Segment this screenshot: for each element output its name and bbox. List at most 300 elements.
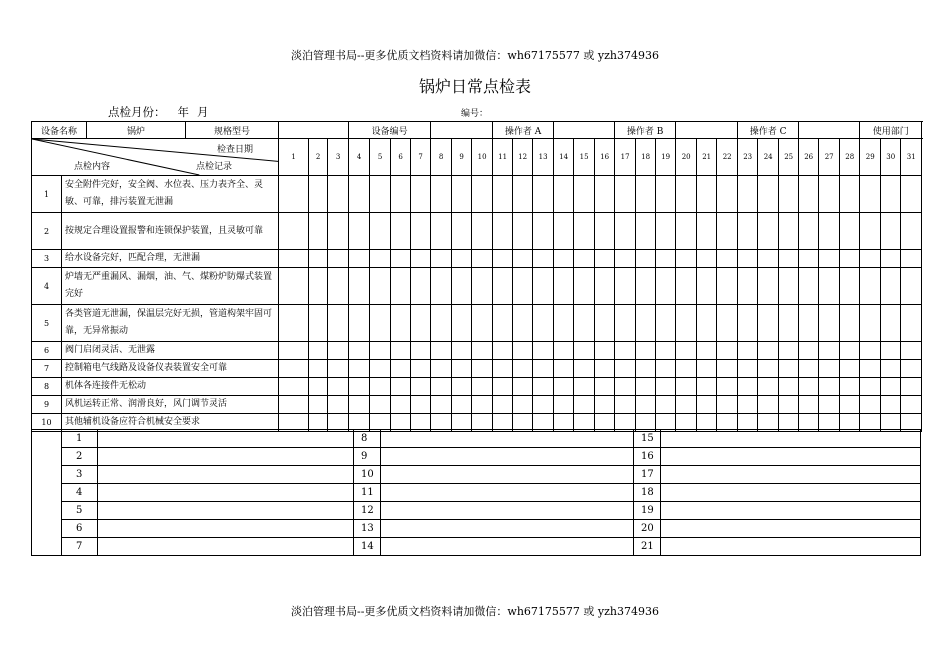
extra-entry-cell[interactable] (661, 502, 921, 520)
check-cell[interactable] (717, 268, 738, 305)
check-cell[interactable] (493, 396, 513, 414)
check-cell[interactable] (370, 360, 391, 378)
check-cell[interactable] (881, 305, 901, 342)
check-cell[interactable] (349, 176, 370, 213)
check-cell[interactable] (738, 176, 758, 213)
check-cell[interactable] (615, 396, 636, 414)
check-cell[interactable] (513, 396, 533, 414)
check-cell[interactable] (309, 213, 328, 250)
check-cell[interactable] (452, 213, 472, 250)
check-cell[interactable] (656, 342, 676, 360)
check-cell[interactable] (309, 305, 328, 342)
check-cell[interactable] (758, 176, 779, 213)
check-cell[interactable] (656, 305, 676, 342)
check-cell[interactable] (738, 378, 758, 396)
check-cell[interactable] (370, 378, 391, 396)
check-cell[interactable] (411, 342, 431, 360)
check-cell[interactable] (881, 396, 901, 414)
check-cell[interactable] (533, 360, 554, 378)
check-cell[interactable] (840, 342, 860, 360)
extra-entry-cell[interactable] (98, 538, 354, 556)
check-cell[interactable] (819, 176, 840, 213)
check-cell[interactable] (370, 268, 391, 305)
check-cell[interactable] (309, 268, 328, 305)
device-no-value[interactable] (431, 122, 493, 139)
check-cell[interactable] (279, 305, 309, 342)
check-cell[interactable] (819, 396, 840, 414)
check-cell[interactable] (860, 176, 881, 213)
check-cell[interactable] (411, 250, 431, 268)
check-cell[interactable] (860, 360, 881, 378)
check-cell[interactable] (328, 396, 349, 414)
extra-entry-cell[interactable] (381, 538, 634, 556)
check-cell[interactable] (717, 250, 738, 268)
check-cell[interactable] (595, 250, 615, 268)
check-cell[interactable] (860, 250, 881, 268)
check-cell[interactable] (799, 268, 819, 305)
check-cell[interactable] (819, 268, 840, 305)
check-cell[interactable] (328, 342, 349, 360)
check-cell[interactable] (533, 176, 554, 213)
check-cell[interactable] (697, 213, 717, 250)
check-cell[interactable] (574, 342, 595, 360)
check-cell[interactable] (279, 378, 309, 396)
check-cell[interactable] (431, 360, 452, 378)
check-cell[interactable] (717, 176, 738, 213)
check-cell[interactable] (819, 360, 840, 378)
extra-entry-cell[interactable] (661, 538, 921, 556)
check-cell[interactable] (697, 250, 717, 268)
check-cell[interactable] (411, 213, 431, 250)
check-cell[interactable] (819, 305, 840, 342)
check-cell[interactable] (676, 305, 697, 342)
check-cell[interactable] (513, 378, 533, 396)
check-cell[interactable] (860, 396, 881, 414)
check-cell[interactable] (574, 396, 595, 414)
check-cell[interactable] (758, 250, 779, 268)
check-cell[interactable] (513, 268, 533, 305)
check-cell[interactable] (349, 268, 370, 305)
check-cell[interactable] (472, 342, 493, 360)
device-name-value[interactable]: 锅炉 (87, 122, 186, 139)
check-cell[interactable] (676, 360, 697, 378)
extra-entry-cell[interactable] (661, 520, 921, 538)
check-cell[interactable] (840, 250, 860, 268)
check-cell[interactable] (676, 378, 697, 396)
check-cell[interactable] (799, 250, 819, 268)
check-cell[interactable] (554, 342, 574, 360)
check-cell[interactable] (881, 176, 901, 213)
check-cell[interactable] (819, 342, 840, 360)
check-cell[interactable] (328, 268, 349, 305)
check-cell[interactable] (656, 378, 676, 396)
check-cell[interactable] (717, 396, 738, 414)
check-cell[interactable] (676, 176, 697, 213)
extra-entry-cell[interactable] (661, 484, 921, 502)
check-cell[interactable] (615, 378, 636, 396)
check-cell[interactable] (758, 305, 779, 342)
check-cell[interactable] (554, 378, 574, 396)
check-cell[interactable] (799, 213, 819, 250)
check-cell[interactable] (370, 396, 391, 414)
check-cell[interactable] (881, 250, 901, 268)
check-cell[interactable] (840, 378, 860, 396)
check-cell[interactable] (431, 213, 452, 250)
check-cell[interactable] (636, 250, 656, 268)
check-cell[interactable] (554, 213, 574, 250)
check-cell[interactable] (279, 396, 309, 414)
check-cell[interactable] (636, 378, 656, 396)
check-cell[interactable] (513, 176, 533, 213)
check-cell[interactable] (554, 268, 574, 305)
check-cell[interactable] (799, 305, 819, 342)
check-cell[interactable] (370, 305, 391, 342)
check-cell[interactable] (472, 396, 493, 414)
check-cell[interactable] (697, 360, 717, 378)
check-cell[interactable] (411, 378, 431, 396)
extra-entry-cell[interactable] (98, 430, 354, 448)
check-cell[interactable] (697, 396, 717, 414)
check-cell[interactable] (901, 176, 922, 213)
check-cell[interactable] (840, 268, 860, 305)
check-cell[interactable] (595, 342, 615, 360)
check-cell[interactable] (574, 250, 595, 268)
extra-entry-cell[interactable] (661, 466, 921, 484)
check-cell[interactable] (452, 268, 472, 305)
check-cell[interactable] (349, 396, 370, 414)
check-cell[interactable] (636, 213, 656, 250)
check-cell[interactable] (452, 342, 472, 360)
check-cell[interactable] (901, 378, 922, 396)
check-cell[interactable] (717, 342, 738, 360)
check-cell[interactable] (349, 305, 370, 342)
check-cell[interactable] (595, 360, 615, 378)
check-cell[interactable] (595, 268, 615, 305)
check-cell[interactable] (697, 305, 717, 342)
check-cell[interactable] (819, 250, 840, 268)
check-cell[interactable] (574, 176, 595, 213)
operator-b-value[interactable] (676, 122, 738, 139)
check-cell[interactable] (779, 268, 799, 305)
check-cell[interactable] (636, 305, 656, 342)
check-cell[interactable] (431, 342, 452, 360)
check-cell[interactable] (279, 342, 309, 360)
check-cell[interactable] (758, 396, 779, 414)
check-cell[interactable] (411, 360, 431, 378)
check-cell[interactable] (717, 213, 738, 250)
check-cell[interactable] (391, 360, 411, 378)
check-cell[interactable] (595, 176, 615, 213)
check-cell[interactable] (574, 268, 595, 305)
check-cell[interactable] (349, 250, 370, 268)
check-cell[interactable] (391, 396, 411, 414)
check-cell[interactable] (840, 176, 860, 213)
check-cell[interactable] (901, 396, 922, 414)
check-cell[interactable] (615, 250, 636, 268)
check-cell[interactable] (676, 268, 697, 305)
check-cell[interactable] (452, 396, 472, 414)
model-value[interactable] (279, 122, 349, 139)
check-cell[interactable] (533, 378, 554, 396)
check-cell[interactable] (391, 213, 411, 250)
check-cell[interactable] (656, 396, 676, 414)
check-cell[interactable] (901, 250, 922, 268)
check-cell[interactable] (493, 342, 513, 360)
check-cell[interactable] (309, 342, 328, 360)
check-cell[interactable] (370, 213, 391, 250)
check-cell[interactable] (513, 360, 533, 378)
check-cell[interactable] (574, 360, 595, 378)
check-cell[interactable] (799, 396, 819, 414)
check-cell[interactable] (411, 176, 431, 213)
check-cell[interactable] (309, 176, 328, 213)
check-cell[interactable] (779, 250, 799, 268)
check-cell[interactable] (513, 305, 533, 342)
check-cell[interactable] (472, 305, 493, 342)
check-cell[interactable] (779, 342, 799, 360)
check-cell[interactable] (279, 268, 309, 305)
check-cell[interactable] (279, 360, 309, 378)
check-cell[interactable] (860, 378, 881, 396)
check-cell[interactable] (349, 378, 370, 396)
check-cell[interactable] (779, 396, 799, 414)
check-cell[interactable] (656, 213, 676, 250)
check-cell[interactable] (738, 342, 758, 360)
check-cell[interactable] (533, 268, 554, 305)
check-cell[interactable] (452, 176, 472, 213)
check-cell[interactable] (595, 305, 615, 342)
extra-entry-cell[interactable] (381, 520, 634, 538)
check-cell[interactable] (279, 250, 309, 268)
extra-entry-cell[interactable] (98, 484, 354, 502)
check-cell[interactable] (615, 176, 636, 213)
check-cell[interactable] (799, 342, 819, 360)
check-cell[interactable] (901, 342, 922, 360)
check-cell[interactable] (779, 378, 799, 396)
check-cell[interactable] (493, 305, 513, 342)
check-cell[interactable] (279, 213, 309, 250)
check-cell[interactable] (279, 176, 309, 213)
extra-entry-cell[interactable] (381, 484, 634, 502)
check-cell[interactable] (431, 268, 452, 305)
check-cell[interactable] (391, 250, 411, 268)
check-cell[interactable] (574, 213, 595, 250)
check-cell[interactable] (431, 176, 452, 213)
check-cell[interactable] (840, 360, 860, 378)
check-cell[interactable] (328, 305, 349, 342)
check-cell[interactable] (554, 250, 574, 268)
check-cell[interactable] (391, 305, 411, 342)
check-cell[interactable] (901, 268, 922, 305)
extra-entry-cell[interactable] (98, 448, 354, 466)
check-cell[interactable] (472, 213, 493, 250)
check-cell[interactable] (717, 305, 738, 342)
check-cell[interactable] (615, 268, 636, 305)
check-cell[interactable] (717, 378, 738, 396)
check-cell[interactable] (819, 378, 840, 396)
check-cell[interactable] (349, 213, 370, 250)
check-cell[interactable] (370, 250, 391, 268)
check-cell[interactable] (901, 213, 922, 250)
check-cell[interactable] (472, 250, 493, 268)
check-cell[interactable] (370, 176, 391, 213)
extra-entry-cell[interactable] (381, 466, 634, 484)
check-cell[interactable] (533, 305, 554, 342)
check-cell[interactable] (328, 378, 349, 396)
check-cell[interactable] (860, 268, 881, 305)
check-cell[interactable] (819, 213, 840, 250)
check-cell[interactable] (328, 360, 349, 378)
check-cell[interactable] (840, 396, 860, 414)
check-cell[interactable] (636, 396, 656, 414)
check-cell[interactable] (554, 360, 574, 378)
check-cell[interactable] (391, 378, 411, 396)
check-cell[interactable] (717, 360, 738, 378)
check-cell[interactable] (472, 378, 493, 396)
check-cell[interactable] (738, 268, 758, 305)
check-cell[interactable] (779, 213, 799, 250)
check-cell[interactable] (309, 396, 328, 414)
extra-entry-cell[interactable] (661, 448, 921, 466)
check-cell[interactable] (738, 250, 758, 268)
operator-a-value[interactable] (554, 122, 615, 139)
check-cell[interactable] (493, 250, 513, 268)
check-cell[interactable] (472, 268, 493, 305)
check-cell[interactable] (431, 305, 452, 342)
check-cell[interactable] (391, 268, 411, 305)
check-cell[interactable] (758, 342, 779, 360)
check-cell[interactable] (493, 176, 513, 213)
check-cell[interactable] (349, 360, 370, 378)
check-cell[interactable] (779, 176, 799, 213)
check-cell[interactable] (656, 268, 676, 305)
check-cell[interactable] (738, 213, 758, 250)
check-cell[interactable] (533, 213, 554, 250)
check-cell[interactable] (636, 268, 656, 305)
check-cell[interactable] (391, 342, 411, 360)
check-cell[interactable] (328, 213, 349, 250)
check-cell[interactable] (309, 250, 328, 268)
check-cell[interactable] (431, 378, 452, 396)
check-cell[interactable] (309, 360, 328, 378)
extra-entry-cell[interactable] (381, 430, 634, 448)
check-cell[interactable] (615, 342, 636, 360)
check-cell[interactable] (513, 213, 533, 250)
check-cell[interactable] (676, 213, 697, 250)
check-cell[interactable] (656, 250, 676, 268)
check-cell[interactable] (452, 250, 472, 268)
check-cell[interactable] (758, 268, 779, 305)
extra-entry-cell[interactable] (661, 430, 921, 448)
check-cell[interactable] (328, 176, 349, 213)
check-cell[interactable] (799, 176, 819, 213)
check-cell[interactable] (738, 360, 758, 378)
check-cell[interactable] (615, 213, 636, 250)
check-cell[interactable] (676, 396, 697, 414)
check-cell[interactable] (472, 360, 493, 378)
check-cell[interactable] (411, 305, 431, 342)
check-cell[interactable] (533, 396, 554, 414)
check-cell[interactable] (676, 342, 697, 360)
check-cell[interactable] (697, 176, 717, 213)
check-cell[interactable] (533, 342, 554, 360)
check-cell[interactable] (493, 268, 513, 305)
check-cell[interactable] (697, 268, 717, 305)
check-cell[interactable] (595, 396, 615, 414)
extra-entry-cell[interactable] (381, 448, 634, 466)
check-cell[interactable] (493, 378, 513, 396)
check-cell[interactable] (574, 378, 595, 396)
check-cell[interactable] (799, 360, 819, 378)
check-cell[interactable] (738, 396, 758, 414)
check-cell[interactable] (452, 378, 472, 396)
check-cell[interactable] (881, 342, 901, 360)
check-cell[interactable] (636, 360, 656, 378)
check-cell[interactable] (513, 342, 533, 360)
check-cell[interactable] (779, 360, 799, 378)
check-cell[interactable] (452, 360, 472, 378)
check-cell[interactable] (615, 305, 636, 342)
check-cell[interactable] (554, 396, 574, 414)
check-cell[interactable] (615, 360, 636, 378)
check-cell[interactable] (574, 305, 595, 342)
operator-c-value[interactable] (799, 122, 860, 139)
check-cell[interactable] (533, 250, 554, 268)
check-cell[interactable] (738, 305, 758, 342)
check-cell[interactable] (881, 360, 901, 378)
check-cell[interactable] (452, 305, 472, 342)
check-cell[interactable] (901, 360, 922, 378)
check-cell[interactable] (595, 213, 615, 250)
check-cell[interactable] (840, 305, 860, 342)
check-cell[interactable] (697, 342, 717, 360)
extra-entry-cell[interactable] (98, 520, 354, 538)
check-cell[interactable] (328, 250, 349, 268)
check-cell[interactable] (431, 250, 452, 268)
check-cell[interactable] (554, 176, 574, 213)
check-cell[interactable] (779, 305, 799, 342)
check-cell[interactable] (676, 250, 697, 268)
check-cell[interactable] (411, 268, 431, 305)
check-cell[interactable] (881, 213, 901, 250)
check-cell[interactable] (860, 213, 881, 250)
check-cell[interactable] (493, 213, 513, 250)
check-cell[interactable] (636, 342, 656, 360)
extra-entry-cell[interactable] (98, 466, 354, 484)
check-cell[interactable] (758, 213, 779, 250)
check-cell[interactable] (881, 268, 901, 305)
check-cell[interactable] (758, 360, 779, 378)
check-cell[interactable] (799, 378, 819, 396)
check-cell[interactable] (554, 305, 574, 342)
check-cell[interactable] (431, 396, 452, 414)
check-cell[interactable] (472, 176, 493, 213)
check-cell[interactable] (656, 176, 676, 213)
check-cell[interactable] (411, 396, 431, 414)
check-cell[interactable] (860, 305, 881, 342)
check-cell[interactable] (391, 176, 411, 213)
check-cell[interactable] (656, 360, 676, 378)
extra-entry-cell[interactable] (98, 502, 354, 520)
check-cell[interactable] (758, 378, 779, 396)
check-cell[interactable] (309, 378, 328, 396)
check-cell[interactable] (595, 378, 615, 396)
check-cell[interactable] (513, 250, 533, 268)
check-cell[interactable] (697, 378, 717, 396)
check-cell[interactable] (881, 378, 901, 396)
check-cell[interactable] (493, 360, 513, 378)
check-cell[interactable] (349, 342, 370, 360)
